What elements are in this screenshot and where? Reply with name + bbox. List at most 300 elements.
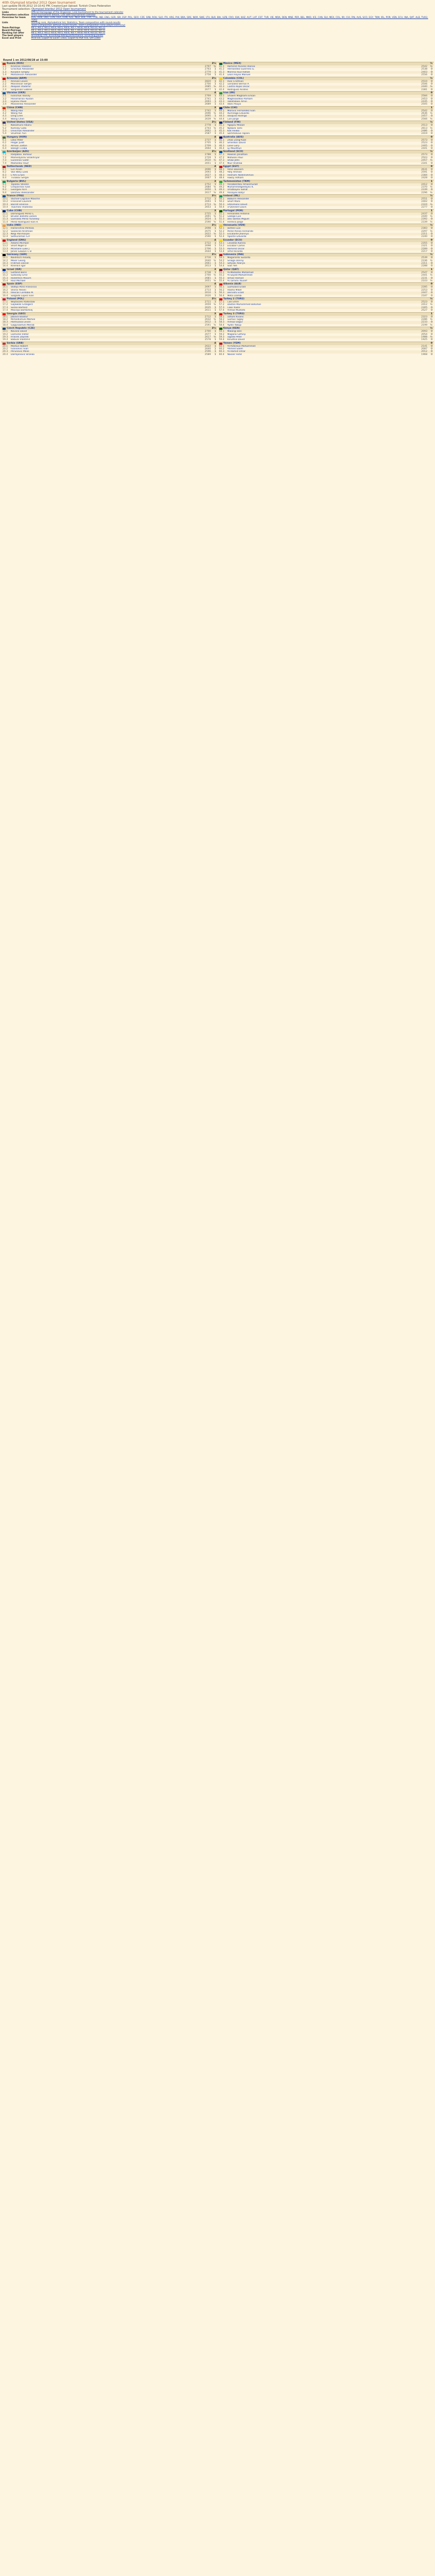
team-name-link[interactable]: Turkey 3 (TUR3) [223, 312, 245, 315]
team-name-link[interactable]: Chile (CHI) [223, 106, 238, 109]
game-result: 0 [431, 103, 432, 106]
player-name-link[interactable]: Al-Modiahki Mohamad [227, 271, 254, 274]
team-name-link[interactable]: Georgia (GEO) [7, 312, 26, 315]
player-row [218, 265, 434, 267]
player-name-link[interactable]: Short Nigel D [11, 245, 27, 248]
player-name-link[interactable]: Sethuraman S.P. [11, 235, 30, 239]
team-name-link[interactable]: United States (USA) [7, 121, 33, 124]
info-links[interactable]: Starting rank, Alphabetical list, Statistics, Team composition with round-results [31, 22, 120, 24]
player-name-link[interactable]: Jones Gawain C B [11, 250, 32, 253]
player-name-link[interactable]: Zhao Zong-Yuan [227, 139, 247, 142]
flag-icon [3, 298, 6, 300]
player-rating: 2321 [421, 245, 427, 248]
player-name-link[interactable]: Adams Michael [11, 242, 29, 245]
player-row [218, 89, 434, 91]
team-name-link[interactable]: Kenya (KEN) [223, 327, 240, 330]
player-name-link[interactable]: Moreno Ruiz Rafael [227, 71, 250, 74]
team-name-link[interactable]: Armenia (ARM) [7, 77, 27, 80]
player-name-link[interactable]: Damljanovic Branko [11, 353, 34, 356]
player-name-link[interactable]: Aponte Eduardo [227, 235, 247, 239]
player-name-link[interactable]: Short Mark [227, 200, 240, 204]
info-links[interactable]: Rd.1, Rd.2, Rd.3, Rd.4, Rd.5, Rd.6, Rd.7, Rd.8, Rd.9, Rd.10, Rd.11 [31, 27, 106, 29]
player-name-link[interactable]: Eljanov Pavel [11, 100, 27, 103]
team-name-link[interactable]: Russia (RUS) [7, 62, 24, 65]
player-name-link[interactable]: Orazbayev Sahat [227, 189, 248, 192]
game-result: ½ [430, 215, 432, 218]
game-result: 1 [214, 345, 216, 348]
player-name-link[interactable]: Muir Andrew [227, 162, 242, 165]
player-name-link[interactable]: Ahmed Saleh [227, 348, 243, 351]
team-name-link[interactable]: Venezuela (VEN) [223, 224, 246, 227]
board-no: 55.1 [219, 271, 224, 274]
player-name-link[interactable]: Vasquez Rodrigo [227, 115, 247, 118]
player-name-link[interactable]: Meier Georg [11, 259, 26, 262]
info-links[interactable]: Team-Composition without round-results, Team-Composition (only player-overview) [31, 24, 126, 27]
player-name-link[interactable]: Shaw John [227, 159, 240, 162]
board-no: 43.3 [219, 100, 224, 103]
flag-icon [3, 151, 6, 153]
player-name-link[interactable]: Mamedov Rauf [11, 162, 29, 165]
player-name-link[interactable]: Kiik Heikki [227, 130, 240, 133]
player-name-link[interactable]: Idani Pouya [227, 103, 241, 106]
player-name-link[interactable]: Vallejo Pons Francisco [11, 286, 37, 289]
player-name-link[interactable]: Yilmaz Mustafa [227, 309, 246, 312]
player-name-link[interactable]: Jaimes Luis [227, 227, 241, 230]
player-name-link[interactable]: Ogada Peter [227, 335, 242, 338]
team-name-link[interactable]: Netherlands (NED) [7, 165, 32, 168]
board-no: 19.3 [3, 335, 8, 338]
player-name-link[interactable]: Onischuk Alexander [11, 130, 34, 133]
team-name-link[interactable]: Ecuador (ECU) [223, 239, 242, 242]
team-name-link[interactable]: France (FRA) [7, 195, 24, 198]
player-name-link[interactable]: Gonzalez Bernal A. [227, 82, 250, 86]
team-score: 3½ [212, 121, 216, 124]
team-name-link[interactable]: Ukraine (UKR) [7, 92, 26, 95]
team-name-link[interactable]: Bulgaria (BUL) [7, 180, 26, 183]
game-result: 0 [431, 286, 432, 289]
flag-icon [3, 269, 6, 271]
player-name-link[interactable]: Naiditsch Arkadij [11, 257, 31, 260]
board-no: 8.3 [3, 174, 7, 177]
player-name-link[interactable]: Al-Aidarous Mohammed [227, 345, 256, 348]
player-name-link[interactable]: Rodriguez Andres [227, 88, 248, 91]
player-name-link[interactable]: Ortiz Ricardo [227, 250, 243, 253]
player-name-link[interactable]: Leko Peter [11, 139, 24, 142]
player-name-link[interactable]: Dervishi Erald [227, 292, 244, 295]
team-name-link[interactable]: Egypt (EGY) [223, 165, 239, 168]
player-rating: 2613 [421, 127, 427, 130]
player-name-link[interactable]: Magana Githinji [227, 333, 246, 336]
player-name-link[interactable]: Laznicka Viktor [11, 333, 29, 336]
player-name-link[interactable]: Perez Ponsa Fernando [227, 230, 253, 233]
player-name-link[interactable]: Rios Cristhian [227, 80, 244, 83]
player-rating: 2725 [204, 212, 211, 215]
team-name-link[interactable]: Australia (AUS) [223, 135, 244, 139]
player-name-link[interactable]: Markus Robert [11, 345, 28, 348]
player-name-link[interactable]: Delchev Aleksander [11, 191, 34, 194]
player-rating: 2339 [421, 221, 427, 224]
player-name-link[interactable]: Al Sayed Mohammed [227, 274, 253, 277]
team-score: 3½ [212, 298, 216, 300]
team-name-link[interactable]: Mexico (MEX) [223, 62, 241, 65]
game-result: 0 [431, 206, 432, 209]
team-name-link[interactable]: Finland (FIN) [223, 121, 241, 124]
player-name-link[interactable]: Leon Hoyos Manuel [227, 74, 251, 77]
team-name-link[interactable]: Israel (ISR) [7, 268, 22, 271]
info-links[interactable]: Rd.1, Rd.2, Rd.3, Rd.4, Rd.5, Rd.6, Rd.7, Rd.8, Rd.9, Rd.10, Rd.11 [31, 29, 106, 32]
board-no: 2.1 [3, 80, 7, 83]
player-rating: 2578 [204, 338, 211, 342]
player-name-link[interactable]: Fawzy Adham [227, 177, 244, 180]
team-name-link[interactable]: Scotland (SCO) [223, 150, 243, 154]
player-name-link[interactable]: Hernandez Guerrero G. [227, 68, 255, 71]
player-name-link[interactable]: Aydin Yakup [227, 324, 241, 327]
game-result: 0 [431, 168, 432, 171]
board-no: 49.1 [219, 183, 224, 186]
player-name-link[interactable]: Georgiev Kiril [11, 189, 27, 192]
player-name-link[interactable]: Ramirez Oscar [227, 247, 245, 250]
board-no: 12.4 [3, 235, 8, 239]
player-name-link[interactable]: Shulman Yuri [11, 132, 27, 135]
page-header [0, 0, 435, 40]
player-row [2, 118, 217, 121]
player-name-link[interactable]: Tiviakov Sergei [11, 177, 29, 180]
board-no: 45.1 [219, 124, 224, 127]
player-name-link[interactable]: Polgar Judit [11, 142, 25, 145]
tournament-selection-label: Tournament selection [2, 8, 30, 11]
player-name-link[interactable]: Annayev Batyr [227, 191, 245, 194]
player-name-link[interactable]: Kamsky Gata [11, 127, 27, 130]
info-links[interactable]: according TPR, according Rating performance, according points [31, 35, 103, 37]
player-name-link[interactable]: Amin Bassem [227, 168, 243, 171]
team-name-link[interactable]: Poland (POL) [7, 298, 24, 300]
player-name-link[interactable]: Ivan Yeh [227, 265, 237, 268]
team-name-link[interactable]: China (CHN) [7, 106, 23, 109]
player-name-link[interactable]: Cori Jorge [227, 117, 239, 121]
board-no: 3.3 [3, 100, 7, 103]
player-name-link[interactable]: Cheparinov Ivan [11, 185, 30, 189]
player-name-link[interactable]: Ozturk Kivanc [227, 315, 244, 318]
player-name-link[interactable]: Annaberdiev Amanmurad [227, 183, 258, 186]
player-name-link[interactable]: Giri Anish [11, 168, 23, 171]
player-name-link[interactable]: Ramirez Alvarez Alonso [227, 65, 255, 68]
player-rating: 2627 [204, 174, 211, 177]
game-result: 1 [214, 294, 216, 297]
tournament-selection-link[interactable]: Olympiad Istanbul 2012 Open tournament [31, 8, 86, 11]
player-name-link[interactable]: Negi Parimarjan [11, 232, 30, 235]
team-name-link[interactable]: Albania (ALB) [223, 283, 241, 286]
team-name-link[interactable]: Azerbaijan (AZE) [7, 150, 29, 154]
player-name-link[interactable]: Kinuthia David [227, 338, 245, 342]
team-name-link[interactable]: Qatar (QAT) [223, 268, 239, 271]
player-name-link[interactable]: Rodshtein Maxim [11, 277, 31, 280]
team-name-link[interactable]: Cuba (CUB) [7, 209, 22, 212]
player-name-link[interactable]: Baburin Alexander [227, 198, 250, 201]
game-result: ½ [430, 303, 432, 307]
player-name-link[interactable]: Harikrishna Pentala [11, 227, 34, 230]
info-links[interactable]: Official Homepage of the Organizer, Link tournament to the tournament calendar [31, 11, 124, 14]
player-rating: 2402 [421, 200, 427, 204]
player-name-link[interactable]: Cakir Kadir [227, 306, 240, 309]
player-rating: 2440 [421, 86, 427, 89]
team-score: ½ [430, 253, 432, 257]
board-no: 10.2 [3, 200, 8, 204]
info-row [2, 37, 433, 40]
player-name-link[interactable]: Nasser Fahd [227, 353, 242, 356]
player-rating: 2285 [421, 286, 427, 289]
player-name-link[interactable]: Meta Llambi [227, 294, 242, 297]
board-no: 56.1 [219, 286, 224, 289]
board-no: 59.3 [219, 335, 224, 338]
player-name-link[interactable]: Radjabov Teimour [11, 154, 32, 157]
player-name-link[interactable]: Balogh Csaba [11, 147, 27, 150]
player-rating: 2743 [204, 127, 211, 130]
board-no: 55.4 [219, 280, 224, 283]
team-name-link[interactable]: Germany (GER) [7, 253, 27, 257]
player-name-link[interactable]: Lane Gary [227, 144, 240, 147]
player-name-link[interactable]: Nakamura Hikaru [11, 124, 32, 127]
player-name-link[interactable]: Bacrot Etienne [11, 203, 28, 206]
player-name-link[interactable]: Sinaga Donny [227, 259, 244, 262]
team-score: 1 [430, 209, 432, 212]
player-name-link[interactable]: Salgado Lopez Ivan [11, 294, 34, 297]
player-rating: 2675 [204, 230, 211, 233]
info-key: Parameters selection [2, 14, 29, 16]
game-result: 1 [214, 88, 216, 91]
board-no: 57.1 [219, 301, 224, 303]
player-rating: 2370 [421, 185, 427, 189]
player-name-link[interactable]: O'Donnell Gavin [227, 206, 247, 209]
team-name-link[interactable]: Czech Republic (CZE) [7, 327, 35, 330]
game-result: ½ [430, 318, 432, 321]
player-name-link[interactable]: Gajewski Grzegorz [11, 303, 33, 307]
info-links[interactable]: Rd.1, Rd.2, Rd.3, Rd.4, Rd.5, Rd.6, Rd.7, Rd.8, Rd.9, Rd.10, Rd.11 [31, 32, 106, 35]
flag-icon [219, 283, 222, 285]
player-name-link[interactable]: Dos Santos Miguel [227, 218, 249, 221]
game-result: 1 [214, 348, 216, 351]
player-name-link[interactable]: Agopov Mikael [227, 124, 245, 127]
flag-icon [3, 313, 6, 315]
player-rating: 2573 [421, 139, 427, 142]
player-name-link[interactable]: Quesada Perez Yuniesky [11, 218, 40, 221]
player-name-link[interactable]: Galego Luis [227, 215, 241, 218]
home-team [1, 298, 218, 312]
info-links[interactable]: show tournament details, Link with tournament-calendar [31, 14, 96, 16]
board-no: 57.4 [219, 309, 224, 312]
team-name-link[interactable]: Serbia (SRB) [7, 342, 24, 345]
player-rating: 2253 [421, 289, 427, 292]
player-name-link[interactable]: Sutovsky Emil [11, 274, 28, 277]
player-name-link[interactable]: Ghaem Maghami Ehsan [227, 95, 256, 98]
player-name-link[interactable]: Gagunashvili Merab [11, 324, 34, 327]
player-rating: 2712 [204, 198, 211, 201]
player-name-link[interactable]: Smerdon David [227, 142, 246, 145]
player-name-link[interactable]: Escalante Jhonnys [227, 232, 249, 235]
info-row [2, 16, 433, 22]
player-name-link[interactable]: Mwangi Ben [227, 330, 242, 333]
board-no: 46.2 [219, 142, 224, 145]
player-name-link[interactable]: Macieja Bartlomiej [11, 309, 33, 312]
player-name-link[interactable]: Motwani Paul [227, 156, 243, 159]
player-name-link[interactable]: Fridman Daniel [11, 262, 29, 265]
team-name-link[interactable]: Ireland (IRL) [223, 195, 240, 198]
player-name-link[interactable]: Nyback Tomi [227, 127, 242, 130]
player-name-link[interactable]: Adly Ahmed [227, 171, 242, 174]
team-score: 3½ [212, 62, 216, 65]
board-no: 13.4 [3, 250, 8, 253]
player-name-link[interactable]: Perunovic Milos [11, 350, 29, 353]
player-name-link[interactable]: Bruzon Batista Lazaro [11, 215, 37, 218]
player-name-link[interactable]: Cevallos Karina [227, 242, 246, 245]
player-name-link[interactable]: Al-Hamid Omar [227, 350, 246, 353]
player-name-link[interactable]: Perez Rodriguez Isan R. [11, 221, 39, 224]
board-no: 47.2 [219, 156, 224, 159]
team-name-link[interactable]: Turkmenistan (TKM) [223, 180, 250, 183]
player-name-link[interactable]: Ferreira Jorge [227, 221, 243, 224]
player-name-link[interactable]: Dastan Muhammed Batuhan [227, 303, 262, 307]
board-no: 60.2 [219, 348, 224, 351]
board-no: 44.4 [219, 117, 224, 121]
player-name-link[interactable]: Jobava Baadur [11, 315, 28, 318]
player-name-link[interactable]: Dominguez Perez L. [11, 212, 34, 215]
player-name-link[interactable]: Gelfand Boris [11, 271, 27, 274]
team-name-link[interactable]: Hungary (HUN) [7, 135, 27, 139]
player-name-link[interactable]: Ly Moulthun [227, 147, 242, 150]
player-name-link[interactable]: Setyaki Azarya [227, 262, 245, 265]
player-name-link[interactable]: Aronian Levon [11, 80, 28, 83]
game-result: 0 [431, 115, 432, 118]
player-name-link[interactable]: Sasikiran Krishnan [11, 230, 33, 233]
player-name-link[interactable]: Fressinet Laurent [11, 200, 31, 204]
player-name-link[interactable]: Sammalvuo Tapani [227, 132, 250, 135]
team-name-link[interactable]: Portugal (POR) [223, 209, 243, 212]
player-name-link[interactable]: Moiseenko Alexander [11, 103, 37, 106]
game-result: 1 [214, 139, 216, 142]
game-result: 0 [431, 97, 432, 100]
player-rating: 2542 [421, 65, 427, 68]
player-name-link[interactable]: Yilmaz Ozgur [227, 321, 243, 324]
player-rating: 2355 [421, 242, 427, 245]
player-name-link[interactable]: Wang Yue [11, 112, 23, 115]
player-name-link[interactable]: Wang Chen [11, 117, 25, 121]
player-name-link[interactable]: Ismail Hamad [227, 277, 244, 280]
player-name-link[interactable]: Mchedlishvili Mikheil [11, 318, 36, 321]
player-rating: 2650 [204, 189, 211, 192]
player-name-link[interactable]: Movsesian Sergei [11, 82, 32, 86]
player-name-link[interactable]: Almasi Zoltan [11, 144, 27, 147]
player-name-link[interactable]: L'Ami Erwin [11, 174, 25, 177]
team-name-link[interactable]: Iran (IRI) [223, 92, 235, 95]
game-result: 0 [431, 71, 432, 74]
player-name-link[interactable]: Megaranto Susanto [227, 257, 251, 260]
info-links[interactable]: Print list, Export to Excel (.xlsx), Export to PDF-File, QR-Codes [31, 37, 101, 40]
player-rating: 2729 [204, 156, 211, 159]
player-name-link[interactable]: Akopian Vladimir [11, 86, 31, 89]
player-name-link[interactable]: Ivanchuk Vassily [11, 95, 30, 98]
player-name-link[interactable]: Guseinov Gadir [11, 159, 29, 162]
player-name-link[interactable]: Escobar Carlos [227, 245, 245, 248]
team-score: ½ [430, 150, 432, 154]
player-name-link[interactable]: Can Emre [227, 301, 239, 303]
player-name-link[interactable]: Hracek Zbynek [11, 335, 29, 338]
player-name-link[interactable]: Navara David [11, 330, 27, 333]
player-name-link[interactable]: Wojtaszek Radoslaw [11, 301, 35, 303]
game-result: 1 [214, 200, 216, 204]
team-name-link[interactable]: England (ENG) [7, 239, 26, 242]
team-name-link[interactable]: Turkey 2 (TUR2) [223, 298, 245, 300]
player-name-link[interactable]: Socko Bartosz [11, 306, 28, 309]
player-name-link[interactable]: Sargissian Gabriel [11, 88, 32, 91]
player-row [2, 132, 217, 135]
player-name-link[interactable]: Wang Hao [11, 109, 23, 112]
game-result: 1 [214, 177, 216, 180]
game-result: ½ [430, 65, 432, 68]
team-name-link[interactable]: Yemen (YEM) [223, 342, 241, 345]
player-name-link[interactable]: Mamedyarov Shakhriyar [11, 156, 40, 159]
flag-icon [219, 343, 222, 345]
board-no: 1.1 [3, 65, 7, 68]
game-result: 1 [214, 115, 216, 118]
player-rating: 2231 [421, 277, 427, 280]
player-name-link[interactable]: Maghsoodloo Parham [227, 97, 253, 100]
player-name-link[interactable]: Vachier-Lagrave Maxime [11, 198, 40, 201]
player-rating: 2566 [421, 117, 427, 121]
player-name-link[interactable]: Illescas Cordoba M. [11, 292, 34, 295]
player-name-link[interactable]: Topalov Veselin [11, 183, 29, 186]
team-name-link[interactable]: India (IND) [7, 224, 22, 227]
flag-icon [3, 181, 6, 183]
player-name-link[interactable]: Tkachiev Vladislav [11, 206, 33, 209]
team-name-link[interactable]: Spain (ESP) [7, 283, 23, 286]
player-name-link[interactable]: Tabatabaei Amin [227, 100, 247, 103]
player-name-link[interactable]: Ivanisevic Ivan [11, 348, 29, 351]
player-name-link[interactable]: Shirov Alexei [11, 289, 26, 292]
player-name-link[interactable]: McShane Luke J [11, 247, 29, 250]
player-name-link[interactable]: Kramnik Vladimir [11, 65, 31, 68]
info-links[interactable]: RUS, ARM, UKR, CHN, USA, HUN, AZE, NED, BUL, FRA, CUB, IND, ENG, GER, ISR, ESP, POL, GEO, CZE, SRB, ROU, SLO, ITA, ARG, PHI, BRA, GRE, NOR, SWE, LTU, BLR, BIH, UZB, CRO, SVK, KAZ, AUT, LAT, EST, TUR, VIE, MDA, DEN, MNE, PER, BEL, MKD, ICE, CAN, SUI, MEX, COL, IRI, CHI, FIN, AUS, SCO, EGY, TKM, IRL, POR, VEN, ECU, INA, QAT, ALB, TUR2, TUR3 [31, 16, 428, 22]
player-name-link[interactable]: Castro Rojas Oscar [227, 86, 250, 89]
player-name-link[interactable]: Van Wely Loek [11, 171, 28, 174]
player-name-link[interactable]: Gumularz Erald [227, 286, 246, 289]
player-row [218, 177, 434, 179]
team-name-link[interactable]: Indonesia (INA) [223, 253, 244, 257]
player-name-link[interactable]: Gumus Tugay [227, 318, 243, 321]
board-no: 5.4 [3, 132, 7, 135]
player-name-link[interactable]: Morozevich Alexander [11, 74, 37, 77]
player-name-link[interactable]: Muhammetgeldiyev K. [227, 185, 254, 189]
player-name-link[interactable]: Karjakin Sergey [11, 71, 30, 74]
player-name-link[interactable]: Fernandes Antonio [227, 212, 250, 215]
player-name-link[interactable]: Iturrizaga Eduardo [227, 112, 250, 115]
player-name-link[interactable]: Hoxha Mikel [227, 289, 242, 292]
player-name-link[interactable]: Roiz Michael [11, 280, 26, 283]
player-name-link[interactable]: Morovic Fernandez Ivan [227, 109, 255, 112]
board-no: 50.1 [219, 198, 224, 201]
player-name-link[interactable]: Khenkin Igor [11, 265, 26, 268]
player-name-link[interactable]: Ding Liren [11, 115, 23, 118]
team-name-link[interactable]: Colombia (COL) [223, 77, 244, 80]
player-name-link[interactable]: Ponomariov Ruslan [11, 97, 33, 100]
player-name-link[interactable]: Rowson Jonathan [227, 154, 248, 157]
player-name-link[interactable]: Babula Vlastimil [11, 338, 30, 342]
player-rating: 2383 [421, 227, 427, 230]
player-name-link[interactable]: Pantsulaia Levan [11, 321, 31, 324]
player-name-link[interactable]: Hesham Abdelrahman [227, 174, 254, 177]
player-name-link[interactable]: Fitzsimons David [227, 203, 248, 206]
player-row [2, 162, 217, 165]
player-name-link[interactable]: Al Tamimi Yousef [227, 280, 247, 283]
player-name-link[interactable]: Grischuk Alexander [11, 68, 34, 71]
